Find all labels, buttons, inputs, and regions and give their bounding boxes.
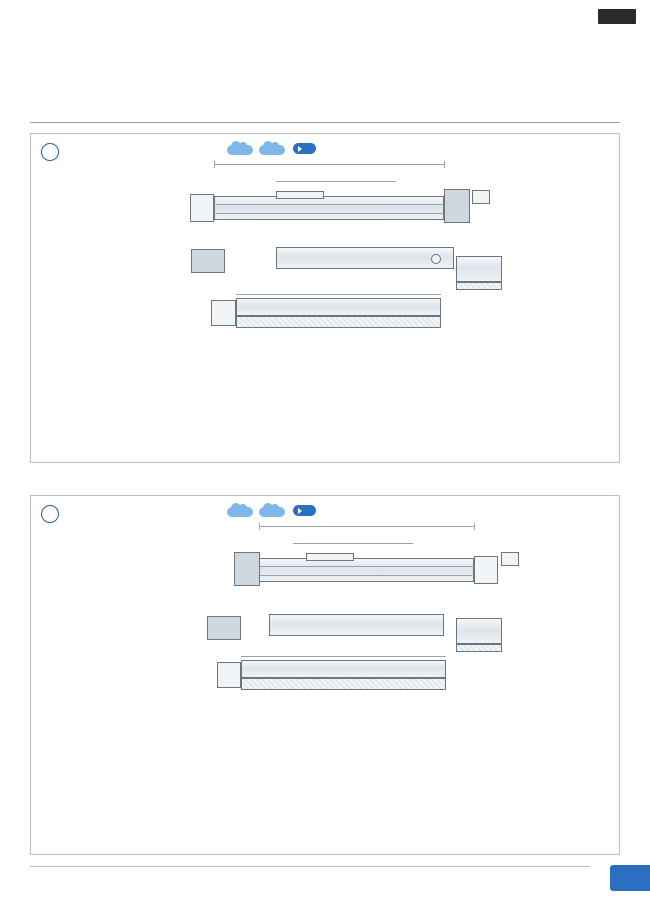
cad-links-ru: [227, 501, 437, 525]
end-block-ru: [474, 556, 498, 584]
section-badge-lu: [41, 143, 59, 161]
end-view-body-lu: [456, 256, 502, 282]
section-badge-ru: [41, 505, 59, 523]
motor-block-ru: [234, 552, 260, 586]
section-motor-left-upper: [30, 133, 620, 463]
download-arrow-icon: [298, 508, 302, 514]
actuator-body-lu: [214, 196, 444, 220]
carriage-lu: [276, 191, 324, 199]
end-block-lu: [190, 194, 214, 222]
carriage-ru: [306, 553, 354, 561]
plan-circle-lu: [431, 254, 441, 264]
bottom-body-lu: [236, 298, 441, 316]
end-view-base-lu: [456, 282, 502, 290]
section-motor-right-upper: [30, 495, 620, 855]
cad-3d-icon[interactable]: [259, 503, 285, 518]
end-view-body-ru: [456, 618, 502, 644]
bottom-end-ru: [217, 662, 241, 688]
b-view-detail-lu: [472, 190, 490, 204]
cad-2d-icon[interactable]: [227, 503, 253, 518]
bottom-end-lu: [211, 300, 236, 326]
end-view-base-ru: [456, 644, 502, 652]
cad-3d-icon[interactable]: [259, 141, 285, 156]
title-divider: [30, 122, 620, 123]
side-tab-rail: [614, 0, 650, 901]
plan-end-ru: [207, 616, 241, 640]
bottom-body-ru: [241, 660, 446, 678]
download-cad-button-lu[interactable]: [293, 143, 316, 154]
plan-end-lu: [191, 249, 225, 273]
plan-body-lu: [276, 247, 454, 269]
cad-links-lu: [227, 139, 437, 163]
cad-2d-icon[interactable]: [227, 141, 253, 156]
plan-body-ru: [269, 614, 444, 636]
download-arrow-icon: [298, 146, 302, 152]
bottom-base-lu: [236, 316, 441, 328]
b-view-detail-ru: [501, 552, 519, 566]
actuator-body-ru: [259, 558, 474, 582]
motor-block-lu: [444, 189, 470, 223]
footer-divider: [30, 866, 590, 867]
bottom-base-ru: [241, 678, 446, 690]
download-cad-button-ru[interactable]: [293, 505, 316, 516]
